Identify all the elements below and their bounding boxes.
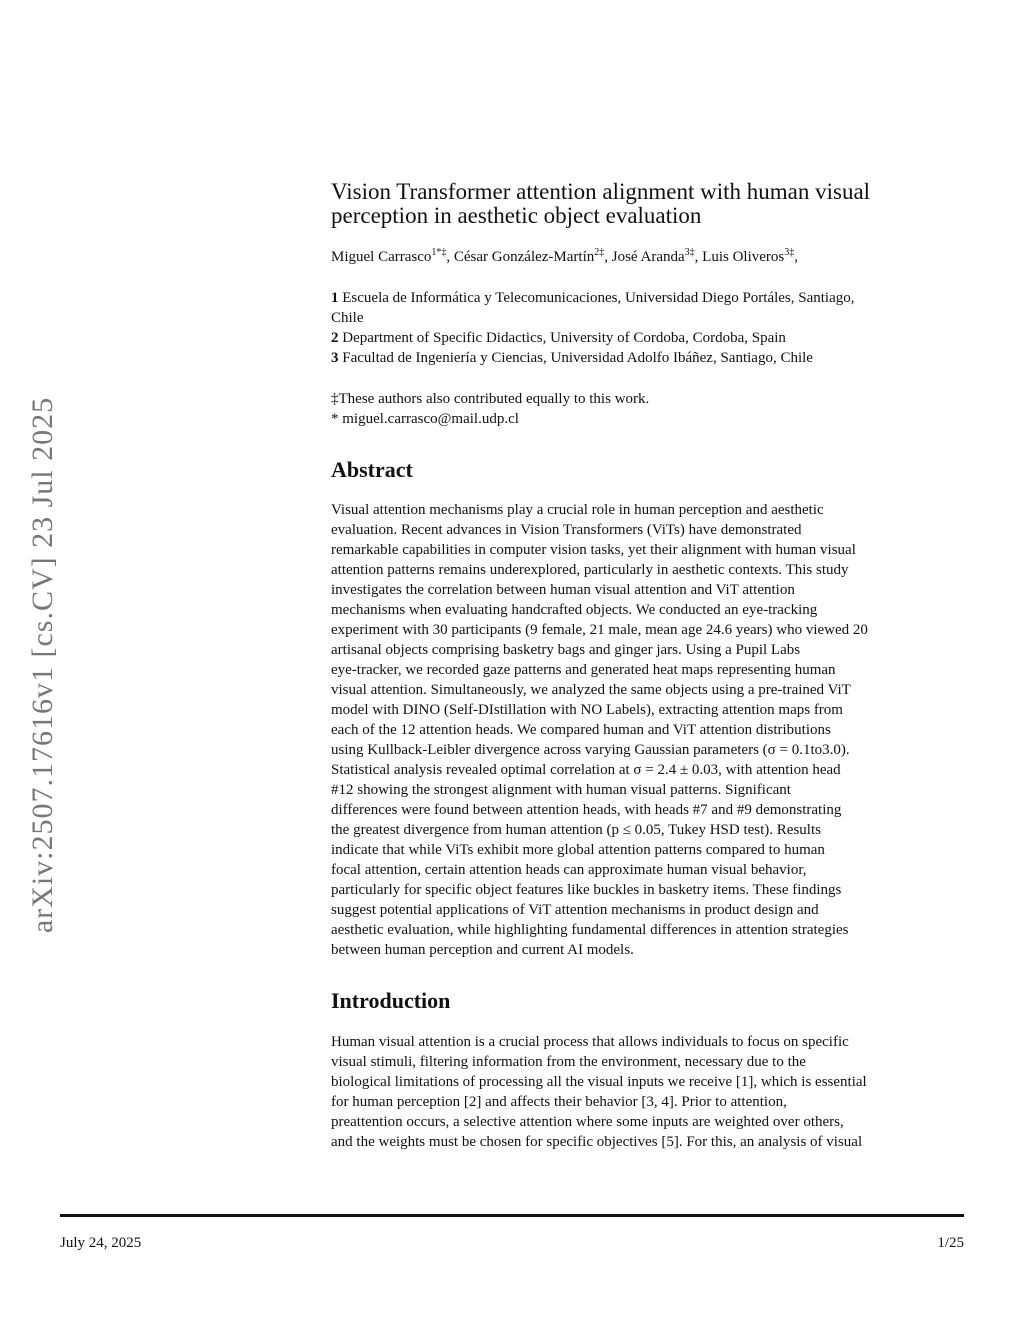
text-line: #12 showing the strongest alignment with human visual patterns. Significant xyxy=(331,782,791,798)
page-number: 1/25 xyxy=(937,1235,964,1251)
introduction-heading: Introduction xyxy=(331,988,451,1013)
text-line: particularly for specific object features like buckles in basketry items. These findings xyxy=(331,882,842,898)
text-line: indicate that while ViTs exhibit more global attention patterns compared to human xyxy=(331,842,825,858)
text-line: between human perception and current AI models. xyxy=(331,942,634,958)
text-line: focal attention, certain attention heads can approximate human visual behavior, xyxy=(331,862,807,878)
text-line: artisanal objects comprising basketry bags and ginger jars. Using a Pupil Labs xyxy=(331,642,801,658)
author-affiliation-marker: 2‡ xyxy=(594,247,605,258)
author-name: César González-Martín xyxy=(453,249,595,265)
text-line: investigates the correlation between human visual attention and ViT attention xyxy=(331,582,795,598)
text-line: evaluation. Recent advances in Vision Transformers (ViTs) have demonstrated xyxy=(331,522,802,538)
footer-date: July 24, 2025 xyxy=(60,1235,142,1251)
text-line: and the weights must be chosen for specific objectives [5]. For this, an analysis of visual xyxy=(331,1134,863,1150)
title-line: Vision Transformer attention alignment with human visual xyxy=(331,179,871,204)
affiliation-number: 3 xyxy=(331,350,339,366)
text-line: the greatest divergence from human attention (p ≤ 0.05, Tukey HSD test). Results xyxy=(331,822,821,838)
text-line: experiment with 30 participants (9 female, 21 male, mean age 24.6 years) who viewed 20 xyxy=(331,622,868,638)
text-line: preattention occurs, a selective attention where some inputs are weighted over others, xyxy=(331,1114,844,1130)
author-affiliation-marker: 3‡ xyxy=(784,247,795,258)
abstract-heading: Abstract xyxy=(331,457,413,482)
author-name: Luis Oliveros xyxy=(702,249,785,265)
text-line: biological limitations of processing all the visual inputs we receive [1], which is essential xyxy=(331,1074,867,1090)
author-name: Miguel Carrasco xyxy=(331,249,432,265)
text-line: eye-tracker, we recorded gaze patterns and generated heat maps representing human xyxy=(331,662,836,678)
text-line: visual stimuli, filtering information from the environment, necessary due to the xyxy=(331,1054,806,1070)
text-line: mechanisms when evaluating handcrafted objects. We conducted an eye-tracking xyxy=(331,602,818,618)
text-line: Visual attention mechanisms play a crucial role in human perception and aesthetic xyxy=(331,502,824,518)
affiliation-number: 2 xyxy=(331,330,339,346)
equal-contribution-note: ‡These authors also contributed equally to this work. xyxy=(331,391,650,407)
text-line: suggest potential applications of ViT attention mechanisms in product design and xyxy=(331,902,819,918)
text-line: for human perception [2] and affects their behavior [3, 4]. Prior to attention, xyxy=(331,1094,787,1110)
text-line: Human visual attention is a crucial process that allows individuals to focus on specific xyxy=(331,1034,849,1050)
affiliation-number: 1 xyxy=(331,290,339,306)
text-line: attention patterns remains underexplored, particularly in aesthetic contexts. This study xyxy=(331,562,849,578)
affiliation-item xyxy=(331,328,971,348)
text-line: differences were found between attention heads, with heads #7 and #9 demonstrating xyxy=(331,802,842,818)
text-line: visual attention. Simultaneously, we analyzed the same objects using a pre-trained ViT xyxy=(331,682,851,698)
abstract-body xyxy=(331,500,971,960)
text-line: each of the 12 attention heads. We compared human and ViT attention distributions xyxy=(331,722,831,738)
paper-title xyxy=(331,180,971,228)
arxiv-identifier-stamp xyxy=(18,380,68,950)
affiliation-item xyxy=(331,348,971,368)
corresponding-email[interactable]: * miguel.carrasco@mail.udp.cl xyxy=(331,411,519,427)
affiliation-continuation: Chile xyxy=(331,310,364,326)
introduction-body xyxy=(331,1032,971,1152)
text-line: aesthetic evaluation, while highlighting fundamental differences in attention strategies xyxy=(331,922,849,938)
arxiv-id-text: arXiv:2507.17616v1 [cs.CV] 23 Jul 2025 xyxy=(26,396,60,934)
author-list: Miguel Carrasco$^{1*\ddagger}$, César González-Martín$^{2\ddagger}$, José Aranda$^{3\ddagger}$, Luis Oliveros$^{3\ddagger}$, xyxy=(331,247,798,265)
affiliation-text: Escuela de Informática y Telecomunicaciones, Universidad Diego Portáles, Santiago, xyxy=(342,290,855,306)
affiliation-list xyxy=(331,288,971,368)
affiliation-text: Facultad de Ingeniería y Ciencias, Universidad Adolfo Ibáñez, Santiago, Chile xyxy=(342,350,813,366)
text-line: remarkable capabilities in computer vision tasks, yet their alignment with human visual xyxy=(331,542,856,558)
affiliation-item xyxy=(331,288,971,308)
author-name: José Aranda xyxy=(611,249,685,265)
affiliation-text: Department of Specific Didactics, University of Cordoba, Cordoba, Spain xyxy=(342,330,786,346)
title-line: perception in aesthetic object evaluation xyxy=(331,203,702,228)
author-notes xyxy=(331,389,971,429)
text-line: using Kullback-Leibler divergence across varying Gaussian parameters (σ = 0.1to3.0). xyxy=(331,742,850,758)
author-affiliation-marker: 1*‡ xyxy=(431,247,447,258)
author-affiliation-marker: 3‡ xyxy=(684,247,695,258)
text-line: model with DINO (Self-DIstillation with NO Labels), extracting attention maps from xyxy=(331,702,843,718)
footer-rule xyxy=(60,1214,964,1217)
text-line: Statistical analysis revealed optimal correlation at σ = 2.4 ± 0.03, with attention head xyxy=(331,762,841,778)
